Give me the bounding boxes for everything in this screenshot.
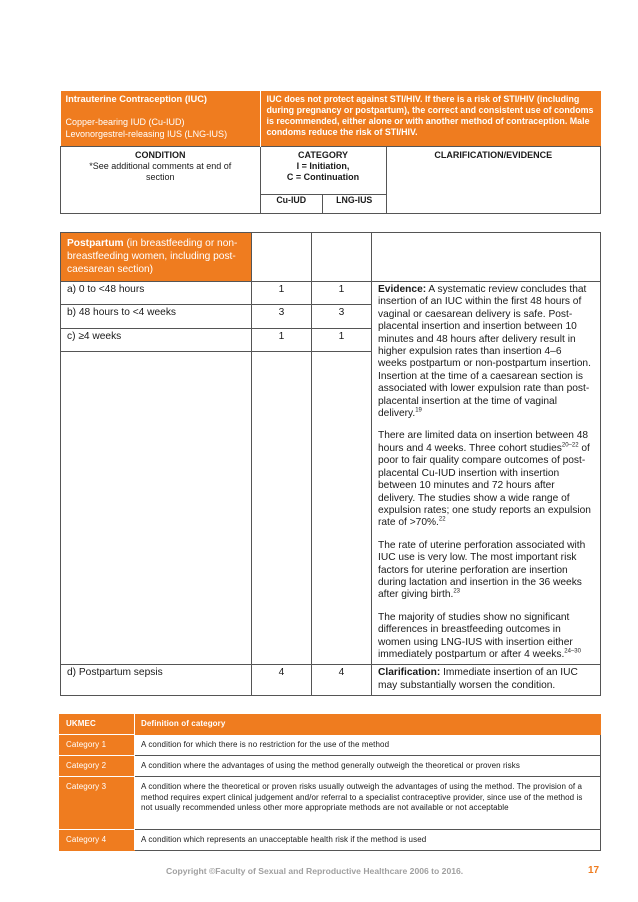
condition-row-label: d) Postpartum sepsis xyxy=(61,665,252,696)
category-name: Category 4 xyxy=(60,830,135,851)
cu-iud-category: 1 xyxy=(252,282,312,305)
category-definition: A condition where the advantages of using the method generally outweigh the theoretical or proven risks xyxy=(135,756,601,777)
empty-cell xyxy=(252,233,312,282)
reference: 24–30 xyxy=(564,648,581,655)
category-label: CATEGORY xyxy=(297,150,348,160)
cu-iud-category: 4 xyxy=(252,665,312,696)
empty-cell xyxy=(372,233,601,282)
clarification-header: CLARIFICATION/EVIDENCE xyxy=(386,147,601,214)
col-cu-iud: Cu-IUD xyxy=(260,195,322,214)
evidence-para-1: Evidence: A systematic review concludes that insertion of an IUC within the first 48 hours of vaginal or caesarean delivery is safe. Post-placental insertion and insertion between 10 minutes and 48 hours after delivery result in higher expulsion rates than insertion 4–6 weeks postpartum or non-postpartum insertion. Insertion at the time of a caesarean section is associated with lower expulsion rate than post-placental insertion at the time of vaginal delivery.$^{19}$ xyxy=(378,284,591,420)
table-row xyxy=(60,735,601,756)
clarification-label: Clarification: xyxy=(378,667,441,679)
table-row xyxy=(60,777,601,830)
clarification-cell: Clarification: Immediate insertion of an IUC may substantially worsen the condition. xyxy=(372,665,601,696)
method-title: Intrauterine Contraception (IUC) xyxy=(65,94,208,104)
empty-cell xyxy=(252,352,312,665)
ukmec-legend-table xyxy=(59,714,601,851)
category-initiation: I = Initiation, xyxy=(296,161,350,171)
empty-cell xyxy=(312,233,372,282)
postpartum-table xyxy=(60,232,601,696)
category-name: Category 3 xyxy=(60,777,135,830)
evidence-para-3: The rate of uterine perforation associated with IUC use is very low. The most important risk factors for uterine perforation are insertion during lactation and insertion in the 36 weeks after giving birth.$^{23}$ xyxy=(378,539,586,601)
page-number: 17 xyxy=(588,865,600,876)
category-definition: A condition which represents an unacceptable health risk if the method is used xyxy=(135,830,601,851)
empty-cell xyxy=(61,352,252,665)
table-row xyxy=(61,282,601,305)
method-lng-ius: Levonorgestrel-releasing IUS (LNG-IUS) xyxy=(65,128,228,139)
category-continuation: C = Continuation xyxy=(286,172,360,182)
condition-row-label: c) ≥4 weeks xyxy=(61,328,252,351)
method-header-table xyxy=(60,91,601,214)
evidence-cell xyxy=(372,282,601,665)
sti-warning: IUC does not protect against STI/HIV. If there is a risk of STI/HIV (including during pregnancy or postpartum), the correct and consistent use of condoms is recommended, either alone or with another method of contraception. Male condoms reduce the risk of STI/HIV. xyxy=(260,91,601,147)
method-cu-iud: Copper-bearing IUD (Cu-IUD) xyxy=(65,117,185,127)
condition-row-label: a) 0 to <48 hours xyxy=(61,282,252,305)
lng-ius-category: 1 xyxy=(312,282,372,305)
condition-header xyxy=(61,147,261,214)
category-name: Category 1 xyxy=(60,735,135,756)
evidence-label: Evidence: xyxy=(378,284,427,295)
condition-label: CONDITION xyxy=(135,150,186,160)
condition-note: *See additional comments at end of section xyxy=(89,161,232,182)
ukmec-header: UKMEC xyxy=(60,715,135,735)
category-definition: A condition where the theoretical or proven risks usually outweigh the advantages of using the method. The provision of a method requires expert clinical judgement and/or referral to a specialist contraceptive provider, since use of the method is not usually recommended unless other more appropriate methods are not available or not acceptable xyxy=(135,777,601,830)
table-row xyxy=(60,756,601,777)
reference: 19 xyxy=(415,407,422,414)
category-header xyxy=(260,147,386,195)
reference: 20–22 xyxy=(561,442,579,449)
category-name: Category 2 xyxy=(60,756,135,777)
lng-ius-category: 4 xyxy=(312,665,372,696)
cu-iud-category: 3 xyxy=(252,305,312,328)
postpartum-title: Postpartum xyxy=(67,238,124,249)
empty-cell xyxy=(312,352,372,665)
condition-row-label: b) 48 hours to <4 weeks xyxy=(61,305,252,328)
postpartum-subtitle: (in breastfeeding or non-breastfeeding women, including post-caesarean section) xyxy=(67,238,238,275)
lng-ius-category: 1 xyxy=(312,328,372,351)
table-row xyxy=(60,830,601,851)
col-lng-ius: LNG-IUS xyxy=(322,195,386,214)
evidence-para-2: There are limited data on insertion between 48 hours and 4 weeks. Three cohort studies$^{20-22}$ of poor to fair quality compare outcomes of post-placental Cu-IUD insertion with insertion between 10 minutes and 72 hours after delivery. The studies show a wide range of expulsion rates; one study reports an expulsion rate of >70%.$^{22}$ xyxy=(378,430,591,529)
lng-ius-category: 3 xyxy=(312,305,372,328)
postpartum-heading xyxy=(61,233,252,282)
reference: 22 xyxy=(438,516,446,523)
copyright-footer: Copyright ©Faculty of Sexual and Reproductive Healthcare 2006 to 2016. xyxy=(166,866,464,876)
cu-iud-category: 1 xyxy=(252,328,312,351)
reference: 23 xyxy=(453,588,460,595)
method-name-cell xyxy=(61,91,261,147)
category-definition: A condition for which there is no restriction for the use of the method xyxy=(135,735,601,756)
definition-header: Definition of category xyxy=(135,715,601,735)
evidence-para-4: The majority of studies show no significant differences in breastfeeding outcomes in women using LNG-IUS with insertion either immediately postpartum or after 4 weeks.$^{24-30}$ xyxy=(378,611,581,660)
table-row xyxy=(61,665,601,696)
